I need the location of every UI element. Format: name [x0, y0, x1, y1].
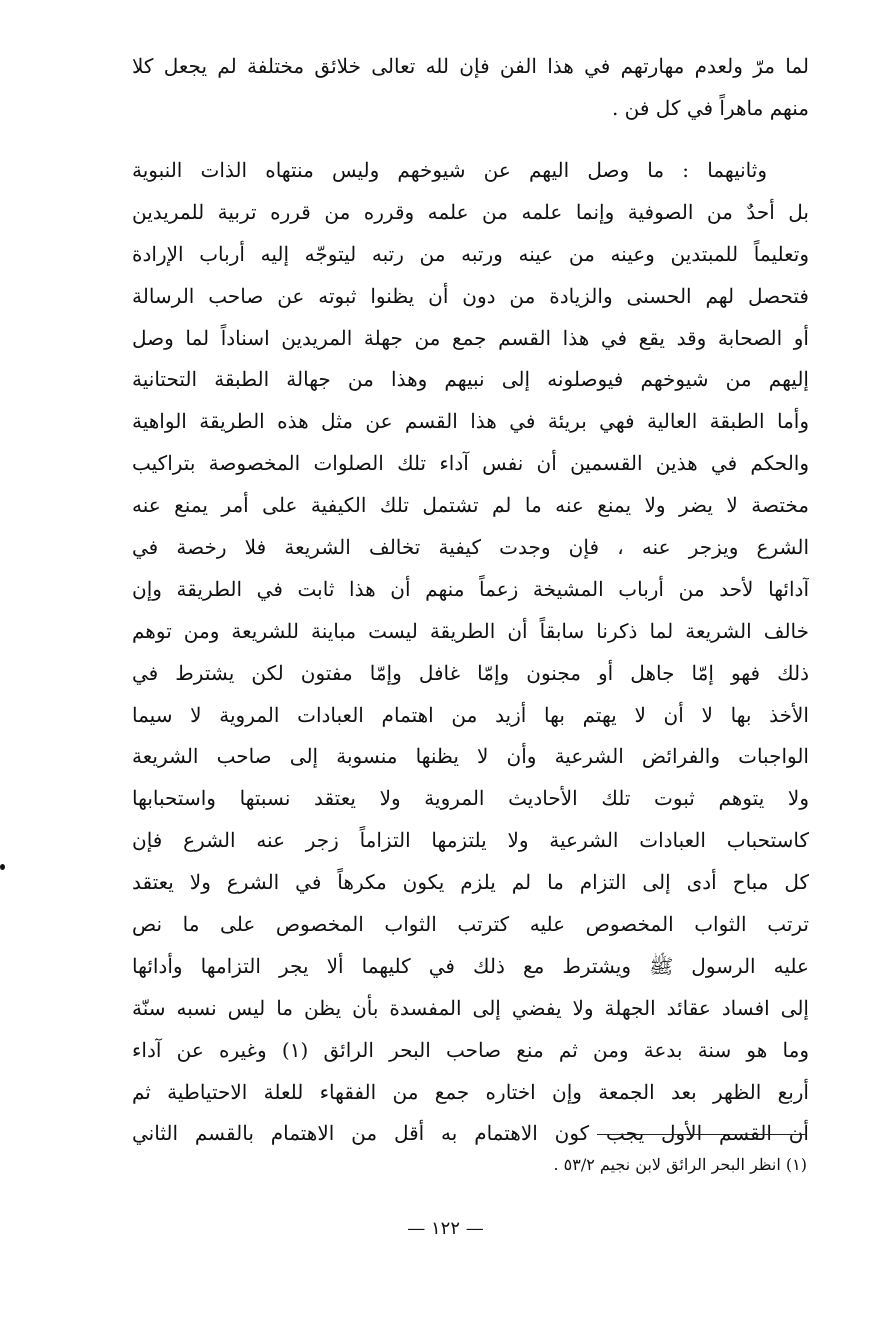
text-line: لما مرّ ولعدم مهارتهم في هذا الفن فإن لله تعالى خلائق مختلفة لم يجعل كلا	[132, 54, 809, 78]
text-line: آدائها لأحد من أرباب المشيخة زعماً منهم أن هذا ثابت في الطريقة وإن	[132, 576, 809, 601]
paragraph-2	[132, 150, 809, 1155]
text-line: وأما الطبقة العالية فهي بريئة في هذا القسم عن مثل هذه الطريقة الواهية	[132, 409, 809, 434]
page-number: — ١٢٢ —	[407, 1218, 484, 1239]
text-line: ولا يتوهم ثبوت تلك الأحاديث المروية ولا يعتقد نسبتها واستحبابها	[132, 786, 809, 811]
text-line: وتعليماً للمبتدين وعينه من عينه ورتبه من رتبه ليتوجّه إليه أرباب الإرادة	[132, 241, 809, 266]
text-line: وثانيهما : ما وصل اليهم عن شيوخهم وليس منتهاه الذات النبوية	[132, 158, 767, 182]
paragraph-1	[132, 45, 809, 129]
text-line: ترتب الثواب المخصوص عليه كترتب الثواب المخصوص على ما نص	[132, 912, 809, 937]
text-line: إليهم من شيوخهم فيوصلونه إلى نبيهم وهذا من جهالة الطبقة التحتانية	[132, 367, 809, 392]
text-line: منهم ماهراً في كل فن .	[611, 96, 809, 120]
text-line: أو الصحابة وقد يقع في هذا القسم جمع من جهلة المريدين اسناداً لما وصل	[132, 325, 809, 350]
text-line: أربع الظهر بعد الجمعة وإن اختاره جمع من الفقهاء للعلة الاحتياطية ثم	[132, 1079, 809, 1104]
text-line: الشرع ويزجر عنه ، فإن وجدت كيفية تخالف الشريعة فلا رخصة في	[132, 535, 809, 560]
scan-margin-mark	[0, 864, 5, 870]
text-line: والحكم في هذين القسمين أن نفس آداء تلك الصلوات المخصوصة بتراكيب	[132, 451, 809, 476]
text-line: أن القسم الأول يجب كون الاهتمام به أقل من الاهتمام بالقسم الثاني	[132, 1121, 809, 1146]
footnote: (١) انظر البحر الرائق لابن نجيم ٥٣/٢ .	[553, 1155, 807, 1174]
text-line: فتحصل لهم الحسنى والزيادة من دون أن يظنوا ثبوته عن صاحب الرسالة	[132, 283, 809, 308]
text-line: إلى افساد عقائد الجهلة ولا يفضي إلى المفسدة بأن يظن ما ليس نسبه سنّة	[132, 995, 809, 1020]
text-line: عليه الرسول ﷺ ويشترط مع ذلك في كليهما ألا يجر التزامها وأدائها	[132, 953, 809, 978]
text-line: كاستحباب العبادات الشرعية ولا يلتزمها التزاماً زجر عنه الشرع فإن	[132, 828, 809, 853]
text-line: الأخذ بها لا أن لا يهتم بها أزيد من اهتمام العبادات المروية لا سيما	[132, 702, 809, 727]
text-line: بل أحدٌ من الصوفية وإنما علمه من علمه وقرره من قرره تربية للمريدين	[132, 199, 809, 224]
text-line: وما هو سنة بدعة ومن ثم منع صاحب البحر الرائق (١) وغيره عن آداء	[132, 1037, 809, 1062]
text-line: خالف الشريعة لما ذكرنا سابقاً أن الطريقة ليست مباينة للشريعة ومن توهم	[132, 618, 809, 643]
text-line: كل مباح أدى إلى التزام ما لم يلزم يكون مكرهاً في الشرع ولا يعتقد	[132, 870, 809, 895]
text-line: مختصة لا يضر ولا يمنع عنه ما لم تشتمل تلك الكيفية على أمر يمنع عنه	[132, 493, 809, 518]
text-line: الواجبات والفرائض الشرعية وأن لا يظنها منسوبة إلى صاحب الشريعة	[132, 744, 809, 769]
footnote-separator	[597, 1134, 807, 1135]
text-line: ذلك فهو إمّا جاهل أو مجنون وإمّا غافل وإمّا مفتون لكن يشترط في	[132, 660, 809, 685]
